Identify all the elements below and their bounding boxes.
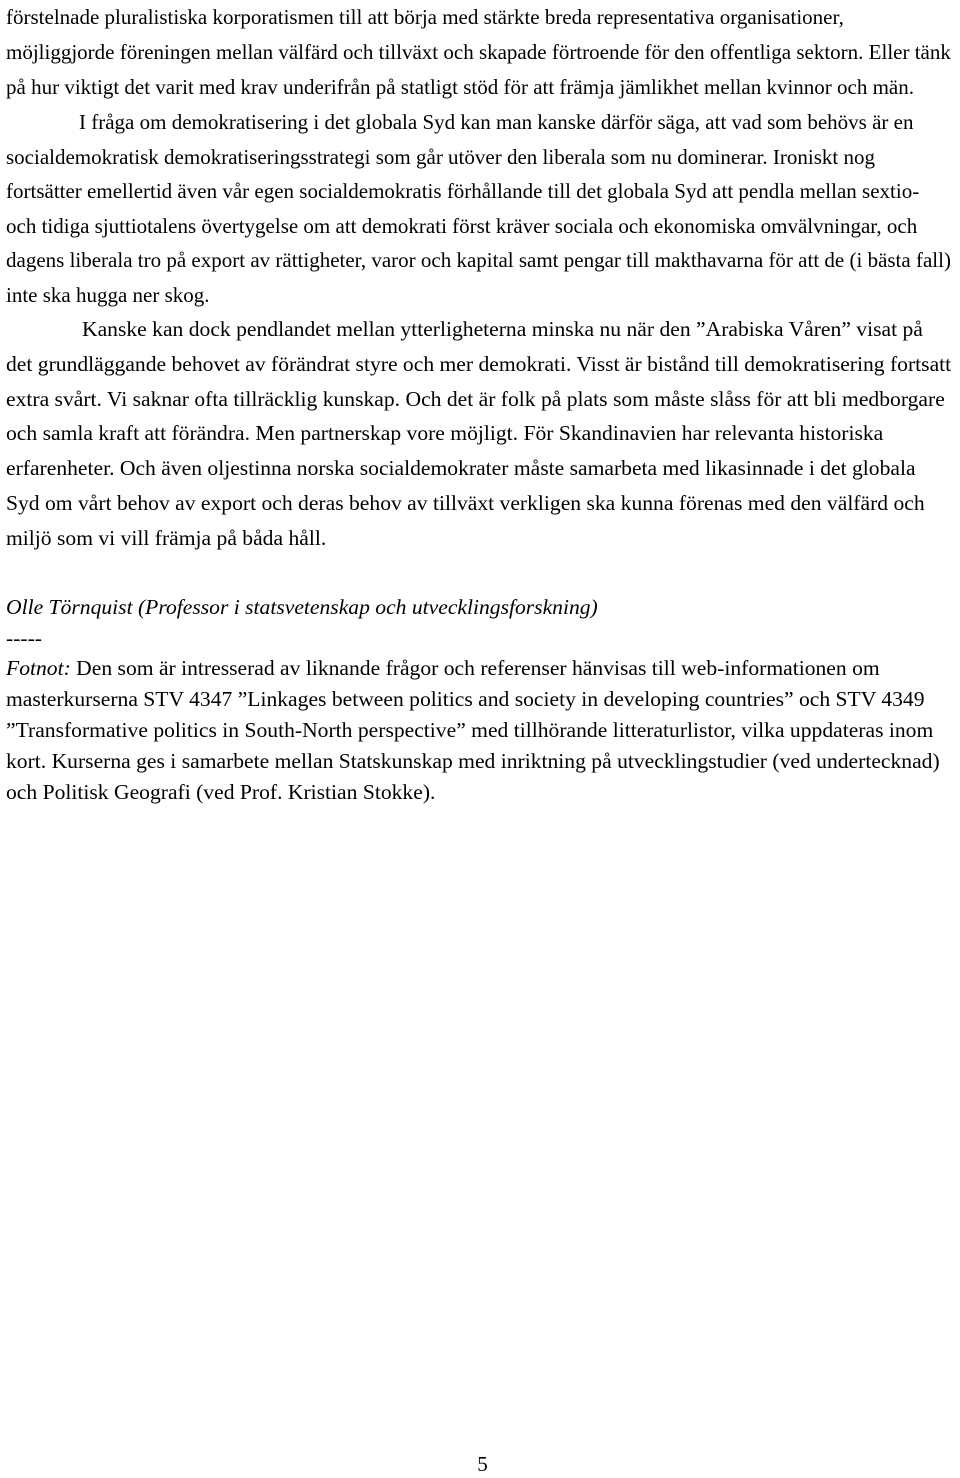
- page-number-container: [0, 1452, 960, 1476]
- footnote-text: Den som är intresserad av liknande frågor och referenser hänvisas till web-informationen om masterkurserna STV 4347 ”Linkages between politics and society in developing countries” och STV 4349 ”Transformative politics in South-North perspective” med tillhörande litteraturlistor, vilka uppdateras inom kort. Kurserna ges i samarbete mellan Statskunskap med inriktning på utvecklingstudier (ved undertecknad) och Politisk Geografi (ved Prof. Kristian Stokke).: [6, 655, 940, 804]
- paragraph-intro: förstelnade pluralistiska korporatismen till att börja med stärkte breda representativa organisationer, möjliggjorde föreningen mellan välfärd och tillväxt och skapade förtroende för den offentliga sektorn. Eller tänk på hur viktigt det varit med krav underifrån på statligt stöd för att främja jämlikhet mellan kvinnor och män.: [6, 5, 951, 99]
- document-page: [6, 0, 954, 808]
- paragraph-arab-spring: Kanske kan dock pendlandet mellan ytterligheterna minska nu när den ”Arabiska Våren” visat på det grundläggande behovet av förändrat styre och mer demokrati. Visst är bistånd till demokratisering fortsatt extra svårt. Vi saknar ofta tillräcklig kunskap. Och det är folk på plats som måste slåss för att bli medborgare och samla kraft att förändra. Men partnerskap vore möjligt. För Skandinavien har relevanta historiska erfarenheter. Och även oljestinna norska socialdemokrater måste samarbeta med likasinnade i det globala Syd om vårt behov av export och deras behov av tillväxt verkligen ska kunna förenas med den välfärd och miljö som vi vill främja på båda håll.: [6, 317, 952, 550]
- footnote: [6, 653, 954, 808]
- footnote-label: Fotnot:: [6, 655, 71, 680]
- page-number: 5: [477, 1452, 488, 1476]
- separator-dashes: -----: [6, 625, 42, 650]
- paragraph-democratization: I fråga om demokratisering i det globala Syd kan man kanske därför säga, att vad som behövs är en socialdemokratisk demokratiseringsstrategi som går utöver den liberala som nu dominerar. Ironiskt nog fortsätter emellertid även vår egen socialdemokratis förhållande till det globala Syd att pendla mellan sextio- och tidiga sjuttiotalens övertygelse om att demokrati först kräver sociala och ekonomiska omvälvningar, och dagens liberala tro på export av rättigheter, varor och kapital samt pengar till makthavarna för att de (i bästa fall) inte ska hugga ner skog.: [6, 110, 951, 307]
- author-signature: Olle Törnquist (Professor i statsvetenskap och utvecklingsforskning): [6, 594, 598, 619]
